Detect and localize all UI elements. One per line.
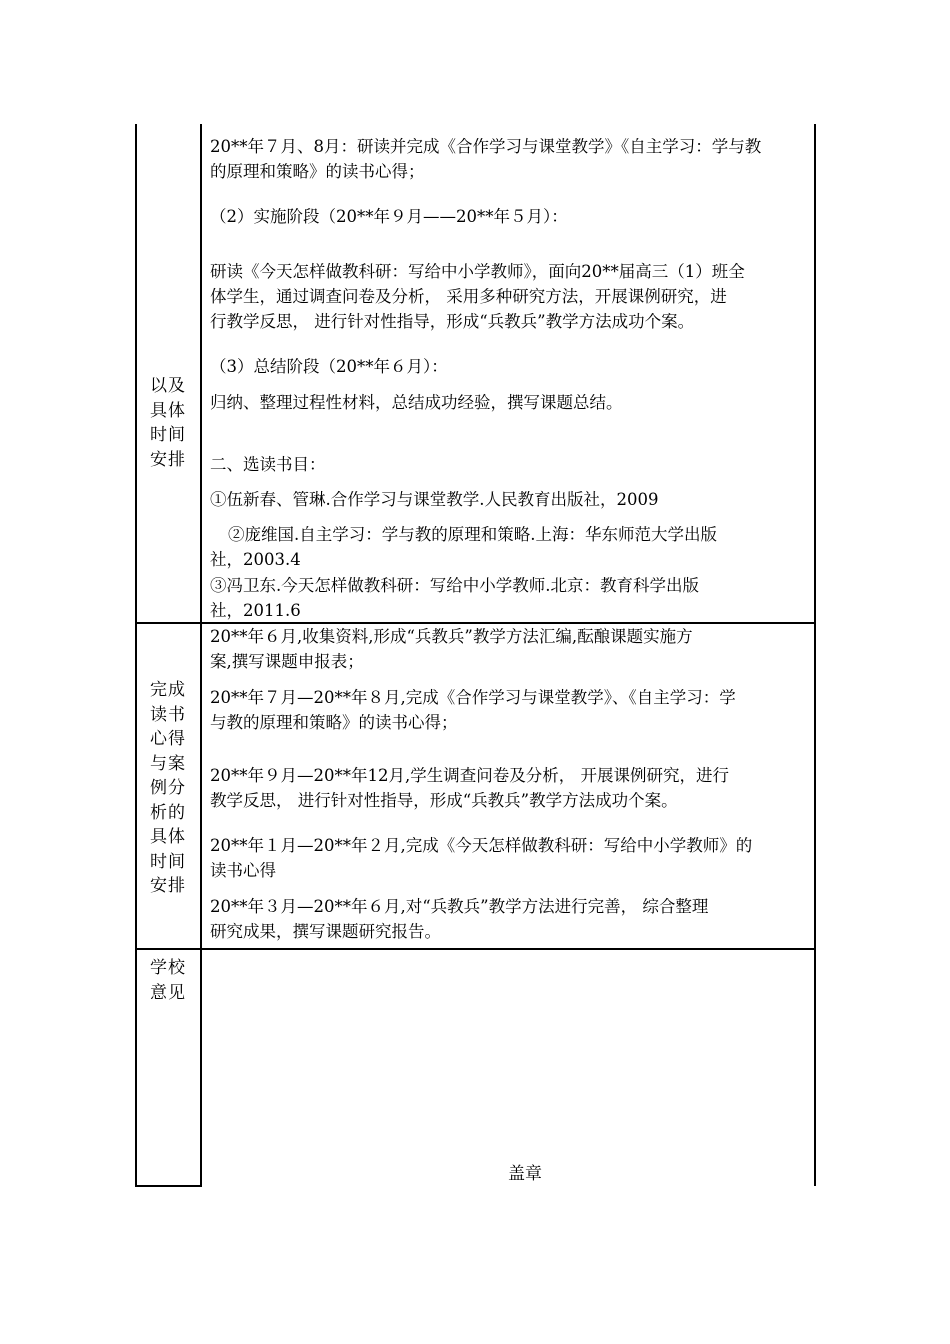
reading-text-line: 20**年９月—20**年12月,学生调查问卷及分析， 开展课例研究，进行 <box>210 766 729 785</box>
schedule-text-line: 社，2011.6 <box>210 601 301 620</box>
schedule-text-line: （2）实施阶段（20**年９月——20**年５月）： <box>210 207 568 226</box>
schedule-text-line: ①伍新春、管琳.合作学习与课堂教学.人民教育出版社，2009 <box>210 490 659 509</box>
schedule-text-line: ②庞维国.自主学习：学与教的原理和策略.上海：华东师范大学出版 <box>228 525 717 544</box>
label-line: 心得 <box>150 729 186 749</box>
label-line: 与案 <box>150 753 186 774</box>
schedule-text-line: 研读《今天怎样做教科研：写给中小学教师》，面向20**届高三（1）班全 <box>210 262 745 281</box>
schedule-text-line: 行教学反思， 进行针对性指导，形成“兵教兵”教学方法成功个案。 <box>210 312 695 331</box>
reading-text-line: 案,撰写课题申报表； <box>210 652 364 671</box>
schedule-text-line: 归纳、整理过程性材料，总结成功经验，撰写课题总结。 <box>210 393 623 412</box>
label-line: 时间 <box>150 425 186 445</box>
school-row-label <box>137 956 199 1005</box>
label-line: 时间 <box>150 851 186 872</box>
stamp-label: 盖章 <box>508 1164 542 1184</box>
row-divider-schedule-reading <box>135 622 816 624</box>
label-line: 析的 <box>150 802 186 823</box>
row-divider-reading-school <box>135 948 816 950</box>
table-bottom-border <box>135 1185 202 1187</box>
label-line: 意见 <box>150 982 186 1003</box>
reading-text-line: 读书心得 <box>210 861 276 880</box>
schedule-row-label <box>137 374 199 472</box>
label-line: 完成 <box>150 680 186 700</box>
reading-text-line: 20**年６月,收集资料,形成“兵教兵”教学方法汇编,酝酿课题实施方 <box>210 627 693 646</box>
label-line: 学校 <box>150 958 186 978</box>
reading-text-line: 20**年３月—20**年６月,对“兵教兵”教学方法进行完善， 综合整理 <box>210 897 709 916</box>
table-left-border <box>135 124 137 1186</box>
schedule-text-line: 20**年７月、8月：研读并完成《合作学习与课堂教学》《自主学习：学与教 <box>210 137 762 156</box>
label-line: 具体 <box>150 400 186 421</box>
schedule-text-line: 二、选读书目： <box>210 455 326 474</box>
schedule-text-line: 体学生，通过调查问卷及分析， 采用多种研究方法，开展课例研究，进 <box>210 287 727 306</box>
schedule-text-line: ③冯卫东.今天怎样做教科研：写给中小学教师.北京：教育科学出版 <box>210 576 699 595</box>
reading-text-line: 教学反思， 进行针对性指导，形成“兵教兵”教学方法成功个案。 <box>210 791 678 810</box>
column-divider <box>200 124 202 1186</box>
label-line: 读书 <box>150 704 186 725</box>
schedule-text-line: 的原理和策略》的读书心得； <box>210 162 425 181</box>
table-right-border <box>814 124 816 1186</box>
label-line: 例分 <box>150 778 186 798</box>
reading-text-line: 与教的原理和策略》的读书心得； <box>210 713 458 732</box>
schedule-text-line: 社，2003.4 <box>210 550 301 569</box>
reading-text-line: 研究成果，撰写课题研究报告。 <box>210 922 441 941</box>
schedule-text-line: （3）总结阶段（20**年６月）： <box>210 357 448 376</box>
label-line: 具体 <box>150 827 186 847</box>
label-line: 安排 <box>150 449 186 470</box>
reading-row-label <box>137 678 199 899</box>
reading-text-line: 20**年７月—20**年８月,完成《合作学习与课堂教学》、《自主学习：学 <box>210 688 736 707</box>
reading-text-line: 20**年１月—20**年２月,完成《今天怎样做教科研：写给中小学教师》的 <box>210 836 753 855</box>
label-line: 以及 <box>150 376 186 396</box>
label-line: 安排 <box>150 876 186 896</box>
